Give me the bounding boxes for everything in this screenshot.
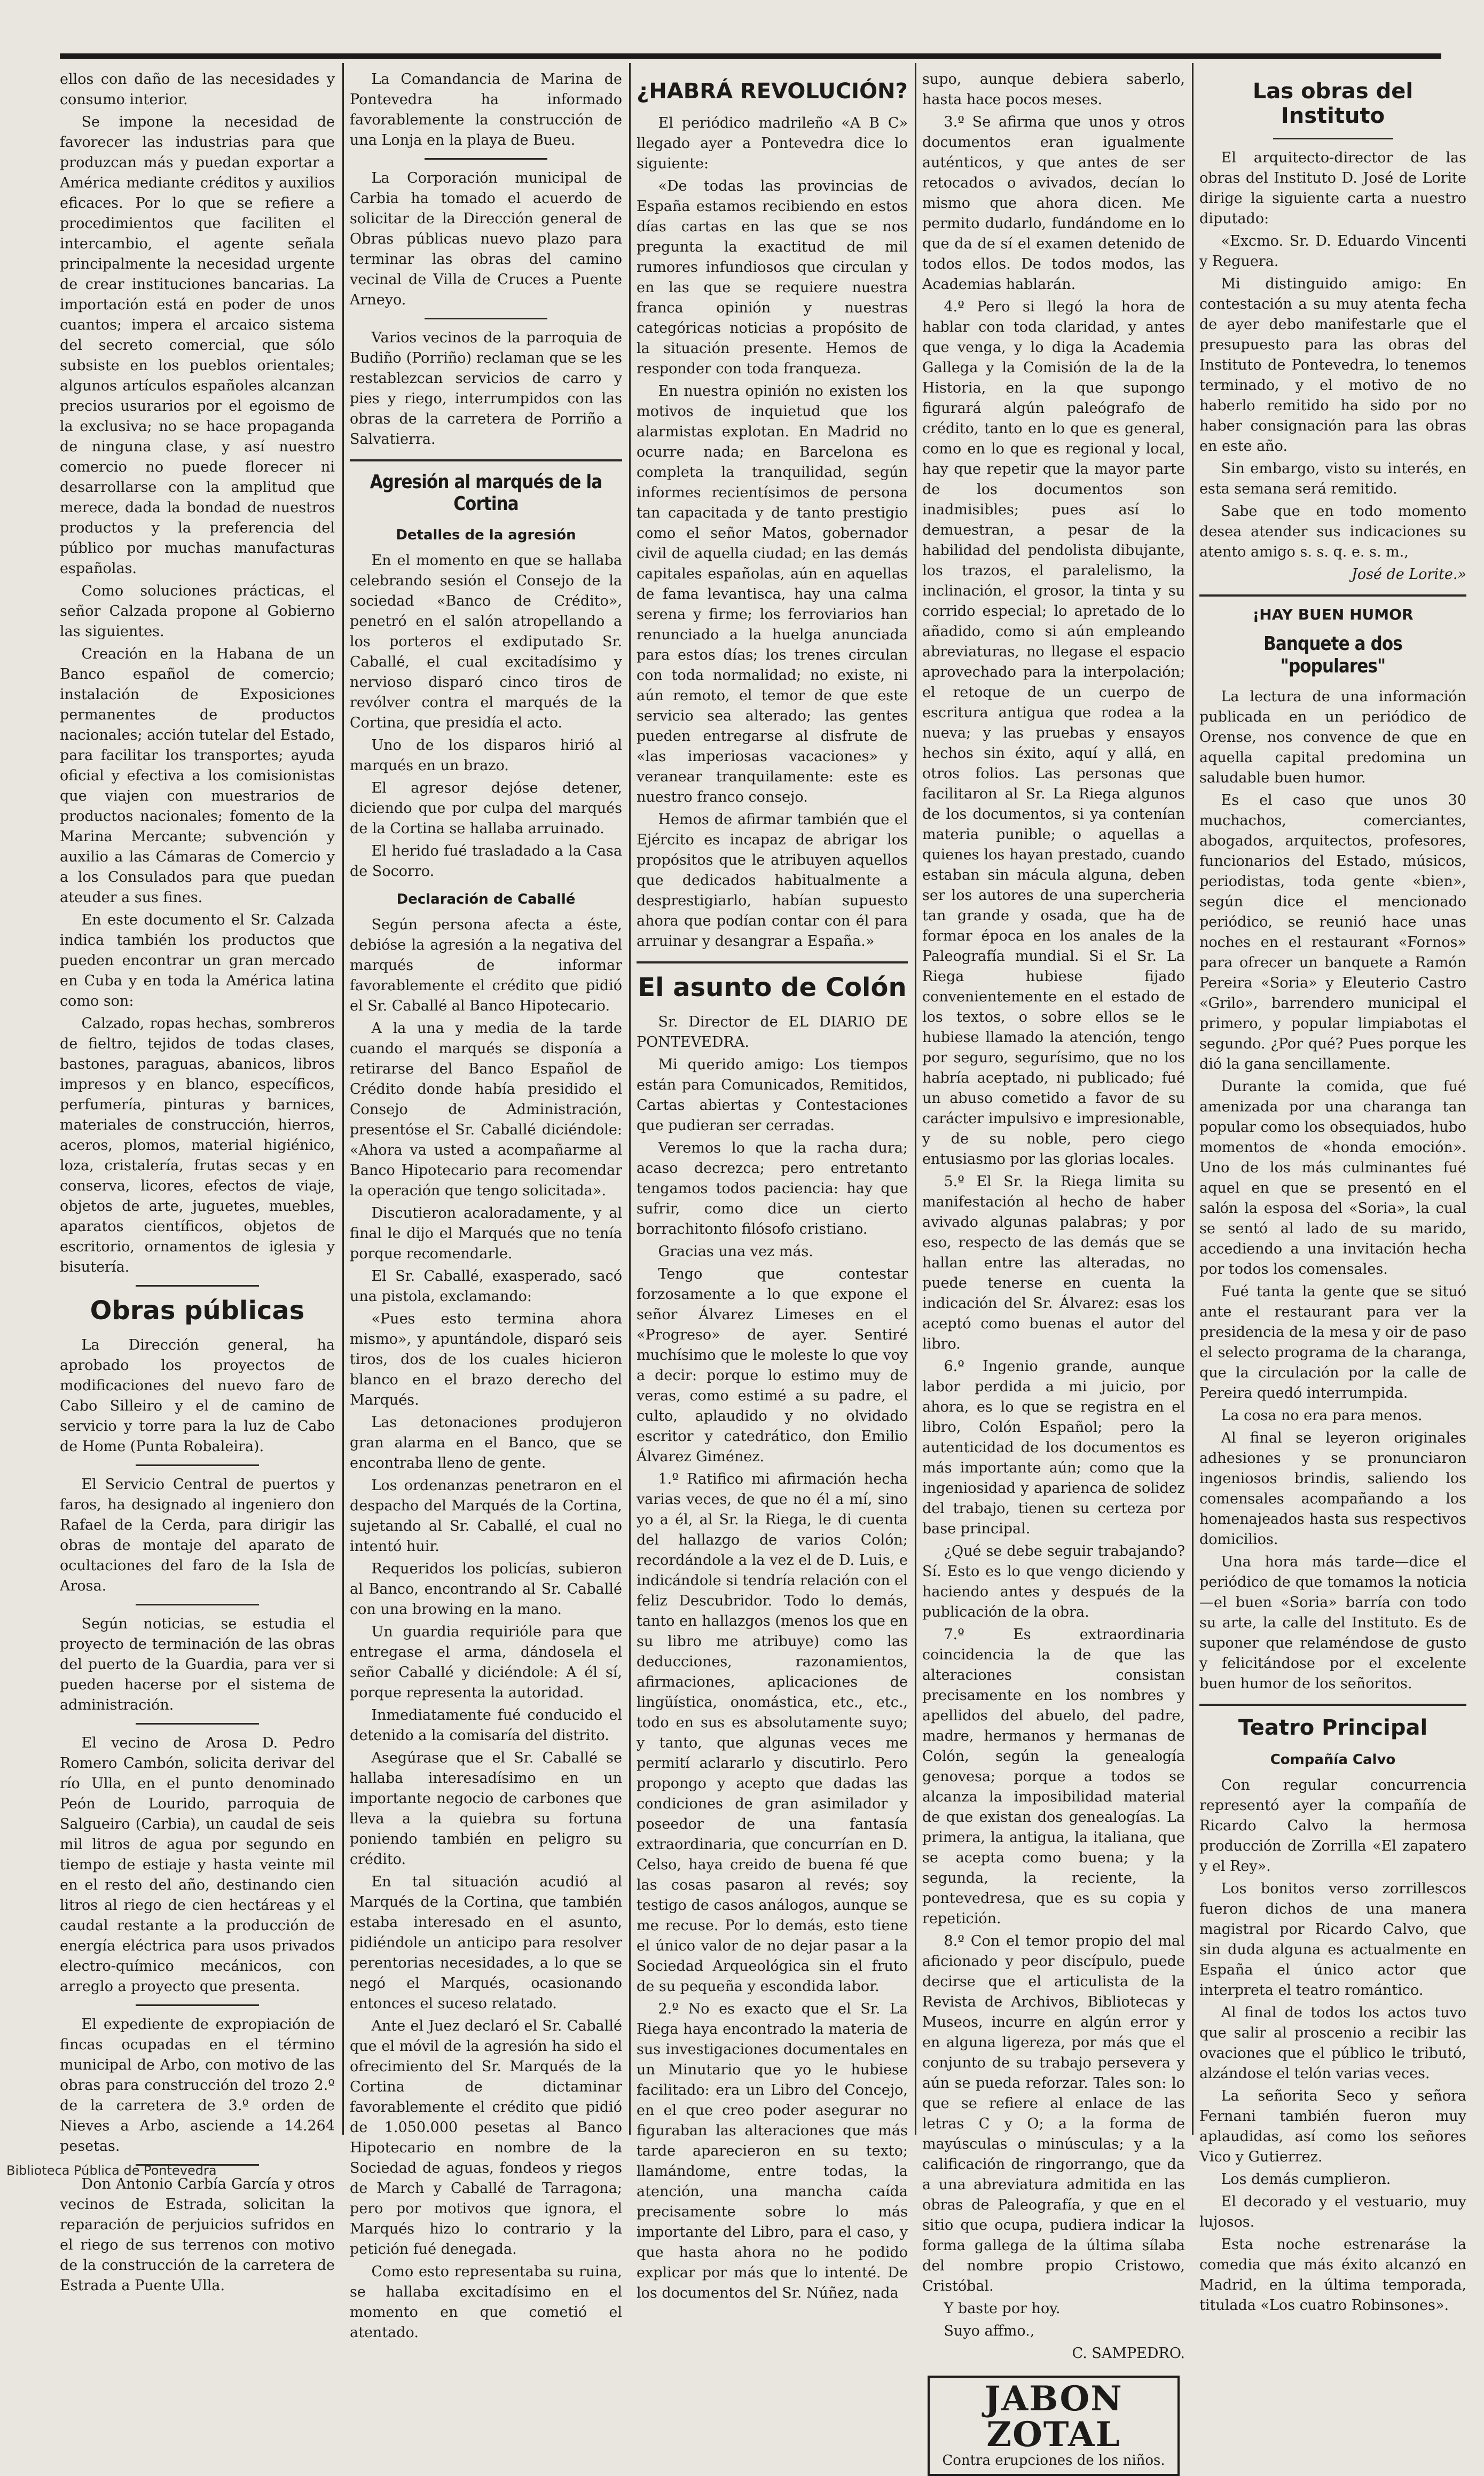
- column-4: [922, 69, 1185, 2469]
- paragraph: Mi distinguido amigo: En contestación a su muy atenta fecha de ayer debo manifestarle que el presupuesto para las obras del Instituto de Pontevedra, lo tenemos terminado, y el motivo de no haberlo remitido ha sido por no haber consignación para las obras en este año.: [1199, 276, 1466, 455]
- paragraph: La Comandancia de Marina de Pontevedra ha informado favorablemente la construcción de una Lonja en la playa de Bueu.: [350, 71, 622, 148]
- paragraph: Al final de todos los actos tuvo que salir al proscenio a recibir las ovaciones que el público le tributó, alzándose el telón varias veces.: [1199, 2004, 1466, 2082]
- paragraph: Gracias una vez más.: [658, 1243, 814, 1260]
- paragraph: Según persona afecta a éste, debióse la agresión a la negativa del marqués de informar favorablemente el crédito que pidió el Sr. Caballé al Banco Hipotecario.: [350, 916, 622, 1014]
- paragraph: 8.º Con el temor propio del mal aficionado y peor discípulo, puede decirse que el articulista de la Revista de Archivos, Bibliotecas y Museos, incurre en algún error y en alguna ligereza, por más que el conjunto de su trabajo persevera y aún se pueda reforzar. Tales son: lo que se refiere al enlace de las letras C y O; a la forma de mayúsculas o minúsculas; y a la calificación de ringorrango, que da a una abreviatura admitida en las obras de Paleografía, y que en el sitio que ocupa, pudiera indicar la forma gallega de la última sílaba del nombre propio Cristowo, Cristóbal.: [922, 1933, 1185, 2294]
- paragraph: Discutieron acaloradamente, y al final le dijo el Marqués que no tenía porque recomendarle.: [350, 1204, 622, 1262]
- paragraph: Varios vecinos de la parroquia de Budiño (Porriño) reclaman que se les restablezcan servicios de carro y pies y riego, interrumpidos con las obras de la carretera de Porriño a Salvatierra.: [350, 330, 622, 448]
- paragraph: «Pues esto termina ahora mismo», y apuntándole, disparó seis tiros, dos de los cuales hicieron blanco en el brazo derecho del Marqués.: [350, 1310, 622, 1408]
- separator: [136, 1285, 260, 1287]
- paragraph: Y baste por hoy.: [944, 2300, 1061, 2317]
- headline-humor: ¡HAY BUEN HUMOR: [1252, 606, 1414, 623]
- paragraph: Esta noche estrenaráse la comedia que más éxito alcanzó en Madrid, en la última temporada, titulada «Los cuatro Robinsones».: [1199, 2236, 1466, 2314]
- paragraph: Las detonaciones produjeron gran alarma en el Banco, que se encontraba lleno de gente.: [350, 1414, 622, 1471]
- paragraph: 1.º Ratifico mi afirmación hecha varias veces, de que no él a mí, sino yo a él, al Sr. la Riega, le di cuenta del hallazgo de varios Colón; recordándole a la vez el de D. Luis, e indicándole si tendría relación con el feliz Descubridor. Todo lo demás, tanto en hallazgos (menos los que en su libro me atribuye) como las deducciones, razonamientos, afirmaciones, aplicaciones de lingüística, onomástica, etc., etc., todo en sus es absolutamente suyo; y tanto, que algunas veces me permití aclararlo y discutirlo. Pero propongo y acepto que dadas las condiciones de gran asimilador y poseedor de una fantasía extraordinaria, que concurrían en D. Celso, haya creido de buena fé que las cosas pasaron al revés; soy testigo de casos análogos, aunque se me recuse. Por lo demás, esto tiene el único valor de no dejar pasar a la Sociedad Arqueológica sin el fruto de su pequeña y escondida labor.: [637, 1471, 908, 1995]
- paragraph: En nuestra opinión no existen los motivos de inquietud que los alarmistas explotan. En Madrid no ocurre nada; en Barcelona es completa la tranquilidad, según informes recientísimos de persona tan capacitada y de tanto prestigio como el señor Matos, gobernador civil de aquella ciudad; en las demás capitales españolas, aún en aquellas de fama levantisca, hay una calma serena y firme; los ferroviarios han renunciado a la huelga anunciada para estos días; los trenes circulan con toda normalidad; no existe, ni aún remoto, el temor de que este servicio sea alterado; las gentes pueden entregarse al disfrute de «las imperiosas vacaciones» y veranear tranquilamente: este es nuestro franco consejo.: [637, 383, 908, 805]
- paragraph: «Excmo. Sr. D. Eduardo Vincenti y Reguera.: [1199, 233, 1466, 270]
- separator: [637, 961, 908, 963]
- paragraph: El arquitecto-director de las obras del Instituto D. José de Lorite dirige la siguiente carta a nuestro diputado:: [1199, 150, 1466, 227]
- paragraph: A la una y media de la tarde cuando el marqués se disponía a retirarse del Banco Español de Crédito donde había presidido el Consejo de Administración, presentóse el Sr. Caballé diciéndole: «Ahora va usted a acompañarme al Banco Hipotecario para recomendar la operación que tengo solicitada».: [350, 1020, 622, 1199]
- paragraph: En tal situación acudió al Marqués de la Cortina, que también estaba interesado en el asunto, pidiéndole un anticipo para resolver perentorias necesidades, a lo que se negó el Marqués, ocasionando entonces el suceso relatado.: [350, 1873, 622, 2012]
- paragraph: Un guardia requirióle para que entregase el arma, dándosela el señor Caballé y diciéndole: A él sí, porque representa la autoridad.: [350, 1623, 622, 1701]
- signature: José de Lorite.»: [1352, 566, 1466, 583]
- paragraph: La Dirección general, ha aprobado los proyectos de modificaciones del nuevo faro de Cabo Silleiro y el de camino de servicio y torre para la luz de Cabo de Home (Punta Robaleira).: [60, 1337, 335, 1455]
- paragraph: Los ordenanzas penetraron en el despacho del Marqués de la Cortina, sujetando al Sr. Caballé, el cual no intentó huir.: [350, 1477, 622, 1555]
- paragraph: El vecino de Arosa D. Pedro Romero Cambón, solicita derivar del río Ulla, en el punto denominado Peón de Lourido, parroquia de Salgueiro (Carbia), un caudal de seis mil litros de agua por segundo en tiempo de estiaje y hasta veinte mil en el resto del año, destinando cien litros al riego de cien hectáreas y el caudal restante a la producción de energía eléctrica para usos privados electro-químico mecánicos, con arreglo a proyecto que presenta.: [60, 1735, 335, 1995]
- separator: [425, 318, 547, 319]
- paragraph: El expediente de expropiación de fincas ocupadas en el término municipal de Arbo, con motivo de las obras para construcción del trozo 2.º de la carretera de 3.º orden de Nieves a Arbo, asciende a 14.264 pesetas.: [60, 2016, 335, 2155]
- paragraph: Inmediatamente fué conducido el detenido a la comisaría del distrito.: [350, 1706, 622, 1744]
- headline-agresion: Agresión al marqués de la Cortina: [370, 471, 602, 515]
- paragraph: Sin embargo, visto su interés, en esta semana será remitido.: [1199, 460, 1466, 497]
- advertisement-jabon-zotal: [928, 2376, 1180, 2476]
- paragraph: Creación en la Habana de un Banco español de comercio; instalación de Exposiciones permanentes de productos nacionales; acción tutelar del Estado, para facilitar los transportes; ayuda oficial y efectiva a los comisionistas que viajen con muestrarios de productos nacionales; fomento de la Marina Mercante; subvención y auxilio a las Cámaras de Comercio y a los Consulados para que puedan ateuder a sus fines.: [60, 646, 335, 906]
- paragraph: Como esto representaba su ruina, se hallaba excitadísimo en el momento en que cometió el atentado.: [350, 2263, 622, 2341]
- paragraph: supo, aunque debiera saberlo, hasta hace pocos meses.: [922, 71, 1185, 108]
- column-3: [637, 69, 908, 2302]
- paragraph: Ante el Juez declaró el Sr. Caballé que el móvil de la agresión ha sido el ofrecimiento del Sr. Marqués de la Cortina de dictaminar favorablemente el crédito que pidió de 1.050.000 pesetas al Banco Hipotecario en nombre de la Sociedad de aguas, fondeos y riegos de March y Caballé de Tarragona; pero por motivos que ignora, el Marqués hizo lo contrario y la petición fué denegada.: [350, 2017, 622, 2258]
- headline-colon: El asunto de Colón: [638, 973, 907, 1002]
- paragraph: La lectura de una información publicada en un periódico de Orense, nos convence de que en aquella capital predomina un saludable buen humor.: [1199, 688, 1466, 786]
- paragraph: Sabe que en todo momento desea atender sus indicaciones su atento amigo s. s. q. e. s. m.,: [1199, 503, 1466, 560]
- separator: [136, 1723, 260, 1725]
- paragraph: Veremos lo que la racha dura; acaso decrezca; pero entretanto tengamos todos paciencia: hay que sufrir, como dice un cierto borrachitonto filósofo cristiano.: [637, 1140, 908, 1238]
- paragraph: ¿Qué se debe seguir trabajando? Sí. Esto es lo que vengo diciendo y haciendo antes y después de la publicación de la obra.: [922, 1543, 1185, 1620]
- paragraph: En el momento en que se hallaba celebrando sesión el Consejo de la sociedad «Banco de Crédito», penetró en el salón atropellando a los porteros el exdiputado Sr. Caballé, el cual excitadísimo y nervioso disparó cinco tiros de revólver contra el marqués de la Cortina, que presidía el acto.: [350, 552, 622, 731]
- subhead-detalles: Detalles de la agresión: [396, 527, 576, 543]
- paragraph: La Corporación municipal de Carbia ha tomado el acuerdo de solicitar de la Dirección general de Obras públicas nuevo plazo para terminar las obras del camino vecinal de Villa de Cruces a Puente Arneyo.: [350, 170, 622, 308]
- separator: [1199, 594, 1466, 597]
- paragraph: Hemos de afirmar también que el Ejército es incapaz de abrigar los propósitos que le atribuyen aquellos que dedicados habitualmente a desprestigiarlo, habían supuesto ahora que podían contar con él para arruinar y desangrar a España.»: [637, 811, 908, 950]
- paragraph: ellos con daño de las necesidades y consumo interior.: [60, 71, 335, 108]
- paragraph: Calzado, ropas hechas, sombreros de fieltro, tejidos de todas clases, bastones, paraguas, abanicos, libros impresos y en blanco, específicos, perfumería, pinturas y barnices, materiales de construcción, hierros, aceros, plomos, material higiénico, loza, cristalería, frutas secas y en conserva, licores, efectos de viaje, objetos de arte, juguetes, muebles, aparatos científicos, objetos de escritorio, ornamentos de iglesia y bisutería.: [60, 1015, 335, 1275]
- paragraph: La señorita Seco y señora Fernani también fueron muy aplaudidas, así como los señores Vico y Gutierrez.: [1199, 2087, 1466, 2165]
- paragraph: El agresor dejóse detener, diciendo que por culpa del marqués de la Cortina se hallaba arruinado.: [350, 779, 622, 837]
- separator: [350, 459, 622, 461]
- paragraph: La cosa no era para menos.: [1221, 1407, 1423, 1424]
- paragraph: 7.º Es extraordinaria coincidencia la de que las alteraciones consistan precisamente en los nombres y apellidos del abuelo, del padre, madre, hermanos y hermanas de Colón, según la genealogía genovesa; porque a todos se alcanza la imposibilidad material de que existan dos genealogías. La primera, la antigua, la italiana, que se acepta como buena; y la segunda, la reciente, la pontevedresa, que es su copia y repetición.: [922, 1626, 1185, 1927]
- paragraph: El decorado y el vestuario, muy lujosos.: [1199, 2193, 1466, 2230]
- paragraph: Los demás cumplieron.: [1221, 2171, 1391, 2188]
- subhead-calvo: Compañía Calvo: [1270, 1751, 1396, 1768]
- paragraph: El periódico madrileño «A B C» llegado ayer a Pontevedra dice lo siguiente:: [637, 115, 908, 172]
- paragraph: En este documento el Sr. Calzada indica también los productos que pueden encontrar un gran mercado en Cuba y en toda la América latina como son:: [60, 912, 335, 1009]
- paragraph: El Sr. Caballé, exasperado, sacó una pistola, exclamando:: [350, 1267, 622, 1305]
- separator: [136, 2004, 260, 2006]
- paragraph: Es el caso que unos 30 muchachos, comerciantes, abogados, arquitectos, profesores, funcionarios del Estado, músicos, periodistas, toda gente «bien», según dice el mencionado periódico, se reunió hace unas noches en el restaurant «Fornos» para ofrecer un banquete a Ramón Pereira «Soria» y Eleuterio Castro «Grilo», barrendero municipal el primero, y popular limpiabotas el segundo. ¿Por qué? Pues porque les dió la gana sencillamente.: [1199, 792, 1466, 1072]
- signature: C. SAMPEDRO.: [1072, 2345, 1185, 2362]
- paragraph: Al final se leyeron originales adhesiones y se pronunciaron ingeniosos brindis, saliendo los comensales acompañando a los homenajeados hasta sus respectivos domicilios.: [1199, 1429, 1466, 1548]
- separator: [136, 1604, 260, 1605]
- paragraph: Suyo affmo.,: [944, 2323, 1035, 2339]
- column-rule: [342, 63, 344, 2135]
- ad-subtitle: Contra erupciones de los niños.: [942, 2453, 1165, 2469]
- paragraph: Según noticias, se estudia el proyecto de terminación de las obras del puerto de la Guardia, para ver si pueden hacerse por el sistema de administración.: [60, 1616, 335, 1714]
- paragraph: Mi querido amigo: Los tiempos están para Comunicados, Remitidos, Cartas abiertas y Contestaciones que pudieran ser cerradas.: [637, 1056, 908, 1134]
- separator: [1199, 1704, 1466, 1706]
- paragraph: El herido fué trasladado a la Casa de Socorro.: [350, 842, 622, 880]
- paragraph: El Servicio Central de puertos y faros, ha designado al ingeniero don Rafael de la Cerda, para dirigir las obras de montaje del aparato de ocultaciones del faro de la Isla de Arosa.: [60, 1476, 335, 1595]
- paragraph: 4.º Pero si llegó la hora de hablar con toda claridad, y antes que venga, y lo diga la Academia Gallega y la Comisión de la de la Historia, en la que supongo figurará algún paleógrafo de crédito, tanto en lo que es general, como en lo que es regional y local, hay que repetir que la mayor parte de los documentos son inadmisibles; pues así lo demuestran, a pesar de la habilidad del pendolista dibujante, los trazos, el paralelismo, la inclinación, el grosor, la tinta y su corrido especial; lo apretado de lo añadido, como si aún empleando abreviaturas, no llegase el espacio aprovechado para la interpolación; el retoque de un cuerpo de escritura antigua que rodea a la nueva; y las pruebas y ensayos hechos sin éxito, aquí y allá, en otros folios. Las personas que facilitaron al Sr. La Riega algunos de los documentos, si ya contenían materia punible; o aquellas a quienes los hayan prestado, cuando estaban sin mácula alguna, deben ser los autores de una supercheria tan grande y osada, que ha de formar época en los anales de la Paleografía mundial. Si el Sr. La Riega hubiese fijado convenientemente en el estado de los textos, o sobre ellos se le hubiese llamado la atención, tengo por seguro, segurísimo, que no los habría aceptado, ni publicado; fué un abuso cometido a favor de su carácter impulsivo e impresionable, y de su noble, pero ciego entusiasmo por las glorias locales.: [922, 299, 1185, 1168]
- headline-banquete: Banquete a dos "populares": [1263, 633, 1402, 677]
- paragraph: Los bonitos verso zorrillescos fueron dichos de una manera magistral por Ricardo Calvo, que sin duda alguna es actualmente en España el único actor que interpreta el teatro romántico.: [1199, 1880, 1466, 1999]
- ad-title: JABON ZOTAL: [984, 2379, 1123, 2455]
- headline-obras-publicas: Obras públicas: [90, 1296, 305, 1326]
- paragraph: «De todas las provincias de España estamos recibiendo en estos días cartas en las que se nos pregunta la exactitud de mil rumores infundiosos que circulan y en las que se requiere nuestra franca opinión y nuestras categóricas noticias a propósito de la situación presente. Hemos de responder con toda franqueza.: [637, 178, 908, 377]
- paragraph: Una hora más tarde—dice el periódico de que tomamos la noticia—el buen «Soria» barría con todo su arte, la calle del Instituto. Es de suponer que relaméndose de gusto y felicitándose por el excelente buen humor de los señoritos.: [1199, 1553, 1466, 1692]
- paragraph: Tengo que contestar forzosamente a lo que expone el señor Álvarez Limeses en el «Progreso» de ayer. Sentiré muchísimo que le moleste lo que voy a decir: porque lo estimo muy de veras, como estimé a su padre, el culto, aplaudido y no olvidado escritor y catedrático, don Emilio Álvarez Giménez.: [637, 1266, 908, 1466]
- paragraph: Se impone la necesidad de favorecer las industrias para que produzcan más y puedan exportar a América mediante créditos y auxilios eficaces. Por lo que se refiere a procedimientos que faciliten el intercambio, el agente señala principalmente la necesidad urgente de crear instituciones bancarias. La importación está en poder de unos cuantos; impera el arcaico sistema del secreto comercial, que sólo subsiste en los pueblos orientales; algunos artículos españoles alcanzan precios usurarios por el egoismo de la exclusiva; no se hace propaganda de ninguna clase, y así nuestro comercio no puede florecer ni desarrollarse con la amplitud que merece, dada la bondad de nuestros productos y la preferencia del público por muchas manufacturas españolas.: [60, 114, 335, 577]
- library-credit: Biblioteca Pública de Pontevedra: [6, 2163, 217, 2178]
- paragraph: Fué tanta la gente que se situó ante el restaurant para ver la presidencia de la mesa y oir de paso el selecto programa de la charanga, que la circulación por la calle de Pereira quedó interrumpida.: [1199, 1283, 1466, 1401]
- paragraph: Como soluciones prácticas, el señor Calzada propone al Gobierno las siguientes.: [60, 583, 335, 640]
- column-2: [350, 69, 622, 2341]
- paragraph: 3.º Se afirma que unos y otros documentos eran igualmente auténticos, y que antes de ser retocados o avivados, decían lo mismo que ahora dicen. Me permito dudarlo, fundándome en lo que da de sí el examen detenido de todos ellos. De todos modos, las Academias hablarán.: [922, 114, 1185, 293]
- separator: [425, 158, 547, 160]
- subhead-declaracion: Declaración de Caballé: [396, 891, 576, 907]
- paragraph: Don Antonio Carbía García y otros vecinos de Estrada, solicitan la reparación de perjuicios sufridos en el riego de sus terrenos con motivo de la construcción de la carretera de Estrada a Puente Ulla.: [60, 2176, 335, 2294]
- column-rule: [1192, 63, 1194, 2135]
- paragraph: Asegúrase que el Sr. Caballé se hallaba interesadísimo en un importante negocio de carbones que lleva a la quiebra su fortuna poniendo también en peligro su crédito.: [350, 1749, 622, 1868]
- paragraph: Durante la comida, que fué amenizada por una charanga tan popular como los obsequiados, hubo momentos de «honda emoción». Uno de los más culminantes fué aquel en que se presentó en el salón la esposa del «Soria», la cual se sentó al lado de su marido, accediendo a una invitación hecha por todos los comensales.: [1199, 1078, 1466, 1278]
- column-5: [1199, 69, 1466, 2314]
- paragraph: 5.º El Sr. la Riega limita su manifestación al hecho de haber avivado algunas palabras; y por eso, respecto de las demás que se hallan entre las alteradas, no puede tenerse en cuenta la indicación del Sr. Álvarez: esas los aceptó como buenas el autor del libro.: [922, 1173, 1185, 1352]
- separator: [1273, 138, 1393, 139]
- paragraph: Uno de los disparos hirió al marqués en un brazo.: [350, 736, 622, 774]
- column-rule: [915, 63, 916, 2135]
- paragraph: Requeridos los policías, subieron al Banco, encontrando al Sr. Caballé con una browing en la mano.: [350, 1560, 622, 1618]
- paragraph: Sr. Director de EL DIARIO DE PONTEVEDRA.: [637, 1014, 908, 1051]
- headline-instituto: Las obras del Instituto: [1252, 79, 1414, 128]
- paragraph: 6.º Ingenio grande, aunque labor perdida a mi juicio, por ahora, es lo que se registra en el libro, Colón Español; pero la autenticidad de los documentos es más importante aún; como que la ingeniosidad y aparienca de solidez del trabajo, tienen su certeza por base principal.: [922, 1358, 1185, 1537]
- paragraph: Con regular concurrencia representó ayer la compañía de Ricardo Calvo la hermosa producción de Zorrilla «El zapatero y el Rey».: [1199, 1776, 1466, 1875]
- headline-revolucion: ¿HABRÁ REVOLUCIÓN?: [637, 79, 908, 104]
- column-rule: [629, 63, 631, 2135]
- paragraph: 2.º No es exacto que el Sr. La Riega haya encontrado la materia de sus investigaciones documentales en un Minutario que yo le hubiese facilitado: era un Libro del Concejo, en el que creo poder asegurar no figuraban las alteraciones que más tarde aparecieron en su texto; llamándome, entre todas, la atención, una mancha caída precisamente sobre lo más importante del Libro, para el caso, y que hasta ahora no he podido explicar por más que lo intenté. De los documentos del Sr. Núñez, nada: [637, 2001, 908, 2302]
- separator: [136, 1464, 260, 1466]
- headline-teatro: Teatro Principal: [1238, 1715, 1428, 1740]
- top-rule: [60, 53, 1441, 59]
